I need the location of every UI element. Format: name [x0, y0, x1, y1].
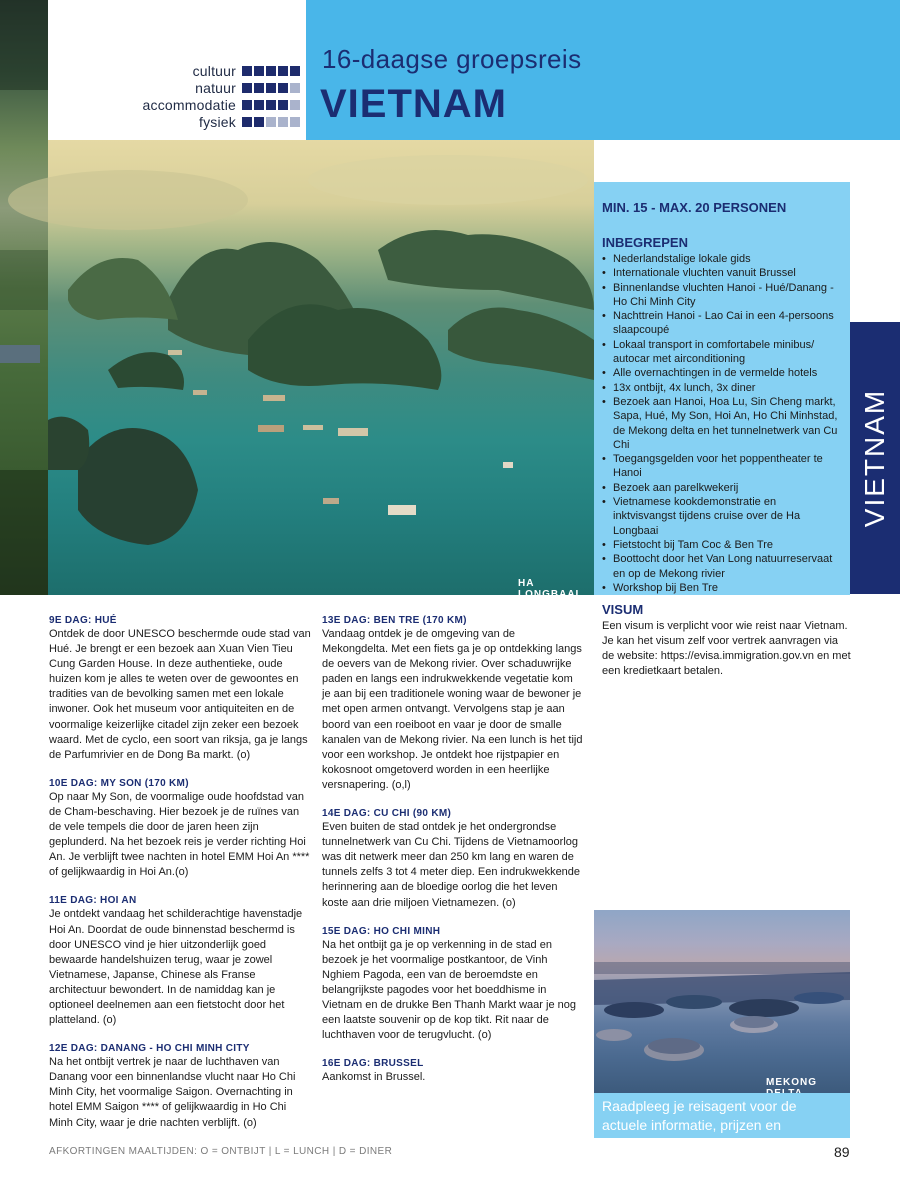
page-number: 89: [834, 1144, 850, 1160]
trip-subtitle: 16-daagse groepsreis: [322, 44, 582, 74]
rating-square-filled: [242, 66, 252, 76]
rating-square-empty: [290, 83, 300, 93]
day-entry: [49, 777, 311, 881]
day-text: Aankomst in Brussel.: [322, 1071, 426, 1084]
visum-section: [602, 602, 852, 679]
list-item: • Fietstocht bij Tam Coc & Ben Tre: [602, 538, 842, 552]
day-entry: [322, 807, 584, 911]
rating-square-filled: [278, 83, 288, 93]
rating-label: fysiek: [199, 113, 236, 130]
side-tab: [850, 322, 900, 594]
rating-square-filled: [254, 83, 264, 93]
rating-square-empty: [290, 117, 300, 127]
meal-abbreviations-footer: AFKORTINGEN MAALTIJDEN: O = ONTBIJT | L = LUNCH | D = DINER: [49, 1146, 393, 1157]
day-entry: [322, 614, 584, 793]
day-entry: [322, 925, 584, 1044]
rating-squares: [242, 117, 300, 127]
rating-square-filled: [254, 66, 264, 76]
day-title: 16E DAG: BRUSSEL: [322, 1058, 424, 1070]
day-title: 13E DAG: BEN TRE (170 KM): [322, 615, 467, 626]
included-heading: INBEGREPEN: [602, 235, 688, 250]
list-item: • Nederlandstalige lokale gids: [602, 252, 842, 266]
itinerary-column-1: [49, 614, 311, 1145]
advice-text: Raadpleeg je reisagent voor de actuele informatie, prijzen en vertrekdata.: [602, 1098, 797, 1152]
info-panel: [594, 182, 850, 595]
day-title: 12E DAG: DANANG - HO CHI MINH CITY: [49, 1043, 250, 1055]
list-item: • Lokaal transport in comfortabele minibus/ autocar met airconditioning: [602, 338, 842, 367]
left-landscape-photo: [0, 0, 48, 595]
rating-label: accommodatie: [142, 96, 236, 113]
day-text: Op naar My Son, de voormalige oude hoofdstad van de Cham-beschaving. Hier bezoek je de ruïnes van de vele tempels die door de jaren heen zijn geplunderd. Na het bezoek reis je verder richting Hoi An. Je verblijft twee nachten in hotel EMM Hoi An **** of gelijkwaardig in Hoi An.(o): [49, 790, 310, 879]
day-text: Je ontdekt vandaag het schilderachtige havenstadje Hoi An. Doordat de oude binnenstad beschermd is door UNESCO vind je hier uitzonderlijk goed bewaarde handelshuizen terug, waar je zowel Vietnamese, Japanse, Chinese als Franse architectuur bewondert. In de namiddag kan je optioneel deelnemen aan een fietstocht door het platteland. (o): [49, 908, 303, 1027]
rating-squares: [242, 100, 300, 110]
day-title: 11E DAG: HOI AN: [49, 895, 137, 907]
day-entry: [322, 1057, 584, 1085]
day-text: Even buiten de stad ontdek je het ondergrondse tunnelnetwerk van Cu Chi. Tijdens de Vietnamoorlog was dit netwerk meer dan 250 km lang en waren de tunnels zelfs 3 tot 4 meter diep. Een indrukwekkende herinnering aan de bloedige oorlog die het leven koste aan drie miljoen Vietnamezen. (o): [322, 821, 581, 909]
rating-row: [60, 62, 300, 79]
list-item: • Toegangsgelden voor het poppentheater te Hanoi: [602, 452, 842, 481]
list-item: • Bezoek aan Hanoi, Hoa Lu, Sin Cheng markt, Sapa, Hué, My Son, Hoi An, Ho Chi Minhstad, de Mekong delta en het tunnelnetwerk van Cu Chi: [602, 395, 842, 452]
photo-caption: HA LONGBAAI: [518, 578, 580, 600]
day-text: Ontdek de door UNESCO beschermde oude stad van Hué. Je brengt er een bezoek aan Xuan Vien Tieu Cung Garden House. In deze authentieke, oude huizen kom je alles te weten over de gewoontes en tradities van de bevolking samen met een lokale inwoner. Ook het museum voor antiquiteiten en de voormalige keizerlijke citadel zijn zeker een bezoek waard. Met de cyclo, een soort van riksja, ga je langs de Parfumrivier en de Dong Ba markt. (o): [49, 628, 311, 761]
rating-square-filled: [278, 66, 288, 76]
day-entry: [49, 1042, 311, 1130]
rating-square-filled: [266, 83, 276, 93]
rating-square-filled: [254, 100, 264, 110]
list-item: • Alle overnachtingen in de vermelde hotels: [602, 366, 842, 380]
rating-square-empty: [266, 117, 276, 127]
rating-square-filled: [278, 100, 288, 110]
rating-label: natuur: [195, 79, 236, 96]
rating-row: [60, 96, 300, 113]
mekong-delta-photo: [594, 910, 850, 1093]
list-item: • Boottocht door het Van Long natuurreservaat en op de Mekong rivier: [602, 552, 842, 581]
group-size: MIN. 15 - MAX. 20 PERSONEN: [602, 200, 787, 215]
list-item: • Internationale vluchten vanuit Brussel: [602, 266, 842, 280]
visum-text: Een visum is verplicht voor wie reist naar Vietnam. Je kan het visum zelf voor vertrek aanvragen via de website: https://evisa.immigration.gov.vn en met een kredietkaart betalen.: [602, 620, 851, 677]
day-title: 15E DAG: HO CHI MINH: [322, 925, 441, 937]
day-title: 9E DAG: HUÉ: [49, 615, 117, 626]
day-entry: [49, 894, 311, 1028]
list-item: • Workshop bij Ben Tre: [602, 581, 842, 595]
list-item: • 13x ontbijt, 4x lunch, 3x diner: [602, 381, 842, 395]
rating-square-empty: [290, 100, 300, 110]
itinerary-column-2: [322, 614, 584, 1099]
ha-long-bay-photo: [48, 140, 594, 600]
rating-squares: [242, 83, 300, 93]
day-text: Na het ontbijt ga je op verkenning in de stad en bezoek je het voormalige postkantoor, de Vinh Nghiem Pagoda, een van de beroemdste en belangrijkste pagodes voor het boeddhisme in Vietnam en de drukke Ben Thanh Markt waar je nog een laatste souvenir op de kop tikt. Rit naar de luchthaven voor de terugvlucht. (o): [322, 938, 576, 1042]
rating-square-filled: [242, 117, 252, 127]
rating-row: [60, 113, 300, 130]
list-item: • Vietnamese kookdemonstratie en inktvisvangst tijdens cruise over de Ha Longbaai: [602, 495, 842, 538]
day-title: 14E DAG: CU CHI (90 KM): [322, 808, 452, 820]
visum-heading: VISUM: [602, 602, 644, 617]
side-tab-label: VIETNAM: [859, 388, 890, 528]
included-list: [602, 252, 842, 595]
day-text: Na het ontbijt vertrek je naar de luchthaven van Danang voor een binnenlandse vlucht naar Ho Chi Minh City, het voormalige Saigon. Overnachting in hotel EMM Saigon **** of gelijkwaardig in Ho Chi Minh City, waar je drie nachten verblijft. (o): [49, 1056, 296, 1129]
ha-long-bay-illustration: [48, 140, 594, 595]
list-item: • Binnenlandse vluchten Hanoi - Hué/Danang - Ho Chi Minh City: [602, 281, 842, 310]
title-block: [306, 0, 900, 140]
house-roof: [0, 345, 40, 363]
list-item: • Nachttrein Hanoi - Lao Cai in een 4-persoons slaapcoupé: [602, 309, 842, 338]
mekong-delta-illustration: [594, 910, 850, 1093]
rating-square-filled: [266, 100, 276, 110]
day-title: 10E DAG: MY SON (170 KM): [49, 777, 189, 789]
rating-square-filled: [266, 66, 276, 76]
rating-label: cultuur: [192, 62, 236, 79]
page-title: VIETNAM: [320, 82, 507, 126]
difficulty-ratings: [60, 62, 300, 130]
rating-square-filled: [290, 66, 300, 76]
rating-squares: [242, 66, 300, 76]
rating-square-filled: [254, 117, 264, 127]
day-text: Vandaag ontdek je de omgeving van de Mekongdelta. Met een fiets ga je op ontdekking langs de oevers van de Mekong rivier. Over schaduwrijke paden en langs een indrukwekkende vegetatie kom je aan bij een traditionele woning waar de bewoner je met open armen ontvangt. Vervolgens stap je aan boord van een roeiboot en vaar je door de smalle kanalen van de Mekong rivier. Na een lunch is het tijd voor een workshop. Je ontdekt hoe rijstpapier en kokosnoot omgetoverd worden in een heerlijke versnapering. (o,l): [322, 628, 583, 791]
list-item: • Bezoek aan parelkwekerij: [602, 481, 842, 495]
rating-row: [60, 79, 300, 96]
day-entry: [49, 614, 311, 763]
photo-caption: MEKONG: [766, 1077, 817, 1088]
rating-square-empty: [278, 117, 288, 127]
rating-square-filled: [242, 83, 252, 93]
rating-square-filled: [242, 100, 252, 110]
